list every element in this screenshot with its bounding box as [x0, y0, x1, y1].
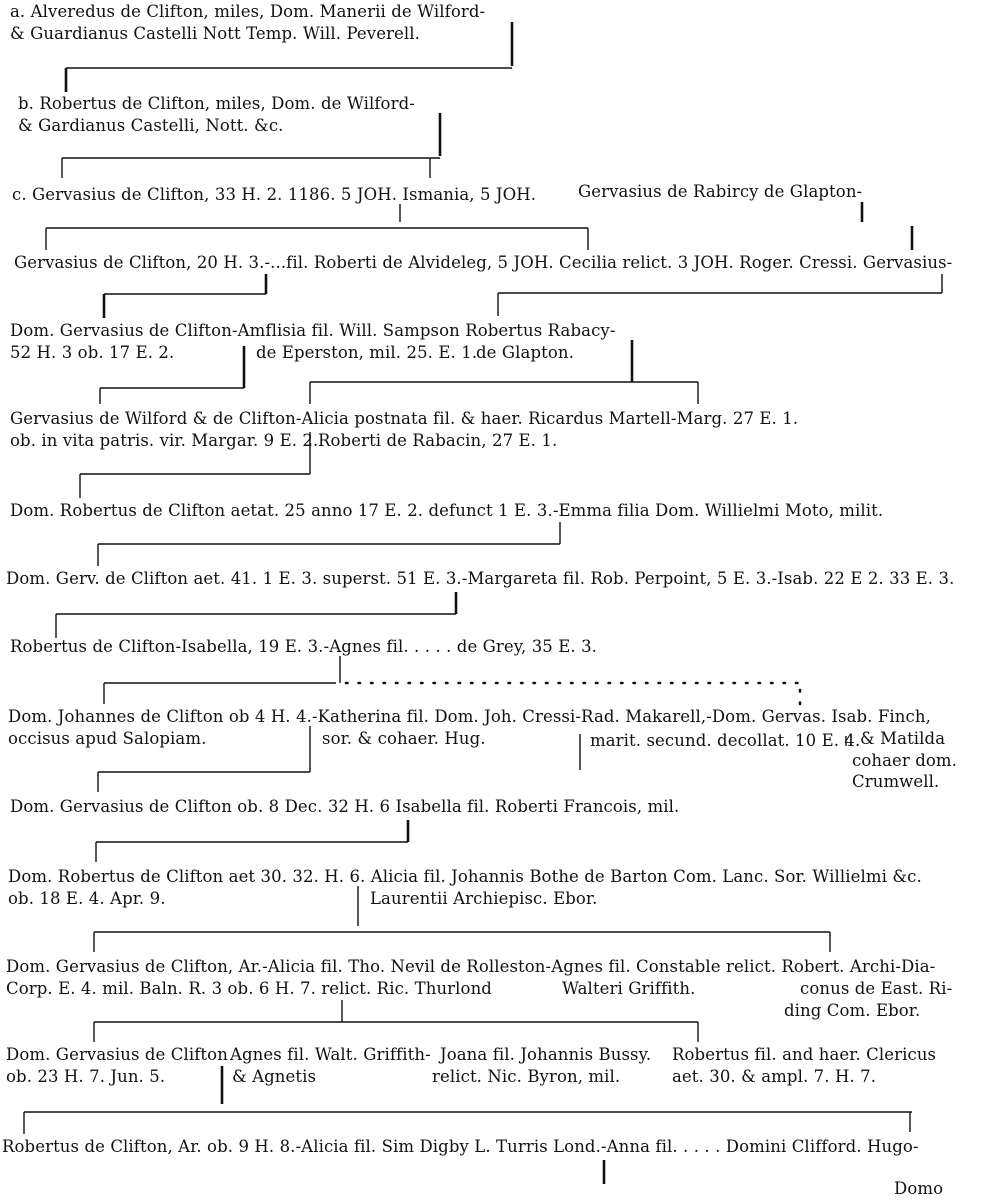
entry-alicia-f-line2: Roberti de Rabacin, 27 E. 1. — [318, 431, 558, 450]
entry-robertus-g: Dom. Robertus de Clifton aetat. 25 anno 17 E. 2. defunct 1 E. 3.-Emma filia Dom. Willielmi Moto, milit. — [10, 501, 884, 520]
entry-gervasius-d: Gervasius de Clifton, 20 H. 3.-...fil. Roberti de Alvideleg, 5 JOH. Cecilia relict. 3 JOH. Roger. Cressi. Gervasius- — [14, 253, 953, 272]
entry-gervasius-f-line2: ob. in vita patris. vir. Margar. 9 E. 2. — [10, 431, 319, 450]
entry-isab-finch-line2: & Matilda — [860, 729, 946, 748]
entry-robertus-l-line1: Dom. Robertus de Clifton aet 30. 32. H. 6. Alicia fil. Johannis Bothe de Barton Com. Lanc. Sor. Willielmi &c. — [8, 867, 922, 886]
entry-alicia-l-line2: Laurentii Archiepisc. Ebor. — [370, 889, 598, 908]
entry-katherina-j-line2: sor. & cohaer. Hug. — [322, 729, 486, 748]
entry-robertus-b-line1: b. Robertus de Clifton, miles, Dom. de Wilford- — [18, 94, 415, 113]
entry-johannes-j-line2: occisus apud Salopiam. — [8, 729, 207, 748]
entry-johannes-j-line1: Dom. Johannes de Clifton ob 4 H. 4.-Katherina fil. Dom. Joh. Cressi-Rad. Makarell,-Dom. Gervas. Isab. Finch, — [8, 707, 931, 726]
entry-robertus-clericus-line2: aet. 30. & ampl. 7. H. 7. — [672, 1067, 877, 1086]
entry-gervasius-n-line2: ob. 23 H. 7. Jun. 5. — [6, 1067, 166, 1086]
entry-gervasius-k: Dom. Gervasius de Clifton ob. 8 Dec. 32 H. 6 Isabella fil. Roberti Francois, mil. — [10, 797, 680, 816]
entry-robertus-b-line2: & Gardianus Castelli, Nott. &c. — [18, 116, 284, 135]
entry-isab-finch-line3: cohaer dom. — [852, 751, 958, 770]
entry-joana-n-line2: relict. Nic. Byron, mil. — [432, 1067, 621, 1086]
entry-agnes-n-line1: Agnes fil. Walt. Griffith- — [230, 1045, 431, 1064]
entry-robert-archidiaconus-line2: conus de East. Ri- — [800, 979, 953, 998]
entry-robertus-i: Robertus de Clifton-Isabella, 19 E. 3.-Agnes fil. . . . . de Grey, 35 E. 3. — [10, 637, 598, 656]
entry-robertus-l-line2: ob. 18 E. 4. Apr. 9. — [8, 889, 166, 908]
entry-makarell-j-line2: marit. secund. decollat. 10 E. 4. — [590, 731, 861, 750]
entry-agnes-m-line2: Walteri Griffith. — [562, 979, 696, 998]
entry-agnes-n-line2: & Agnetis — [232, 1067, 317, 1086]
entry-gervasius-f-line1: Gervasius de Wilford & de Clifton-Alicia postnata fil. & haer. Ricardus Martell-Marg. 27 E. 1. — [10, 409, 799, 428]
entry-alveredus-line2: & Guardianus Castelli Nott Temp. Will. Peverell. — [10, 24, 421, 43]
entry-gervasius-m-line1: Dom. Gervasius de Clifton, Ar.-Alicia fil. Tho. Nevil de Rolleston-Agnes fil. Constable relict. Robert. Archi-Dia- — [6, 957, 936, 976]
entry-gervasius-e-line2: 52 H. 3 ob. 17 E. 2. — [10, 343, 175, 362]
entry-rabacy-line2: de Glapton. — [476, 343, 574, 362]
entry-isab-finch-line4: Crumwell. — [852, 772, 940, 791]
entry-gervasius-c: c. Gervasius de Clifton, 33 H. 2. 1186. 5 JOH. Ismania, 5 JOH. — [12, 185, 537, 204]
entry-hugo-domo: Domo — [894, 1179, 944, 1198]
entry-gervasius-m-line2: Corp. E. 4. mil. Baln. R. 3 ob. 6 H. 7. relict. Ric. Thurlond — [6, 979, 492, 998]
entry-gervasius-e-line1: Dom. Gervasius de Clifton-Amflisia fil. Will. Sampson Robertus Rabacy- — [10, 321, 616, 340]
entry-amflisia-line2: de Eperston, mil. 25. E. 1. — [256, 343, 478, 362]
entry-gervasius-n-line1: Dom. Gervasius de Clifton — [6, 1045, 228, 1064]
entry-joana-n-line1: Joana fil. Johannis Bussy. — [440, 1045, 652, 1064]
entry-robertus-clericus-line1: Robertus fil. and haer. Clericus — [672, 1045, 937, 1064]
entry-robert-archidiaconus-line3: ding Com. Ebor. — [784, 1001, 921, 1020]
entry-gerv-h: Dom. Gerv. de Clifton aet. 41. 1 E. 3. superst. 51 E. 3.-Margareta fil. Rob. Perpoint, 5 E. 3.-Isab. 22 E 2. 33 E. 3. — [6, 569, 955, 588]
entry-robertus-o: Robertus de Clifton, Ar. ob. 9 H. 8.-Alicia fil. Sim Digby L. Turris Lond.-Anna fil. . . . . Domini Clifford. Hugo- — [2, 1137, 919, 1156]
entry-gervasius-rabircy: Gervasius de Rabircy de Glapton- — [578, 182, 863, 201]
entry-alveredus-line1: a. Alveredus de Clifton, miles, Dom. Manerii de Wilford- — [10, 2, 486, 21]
